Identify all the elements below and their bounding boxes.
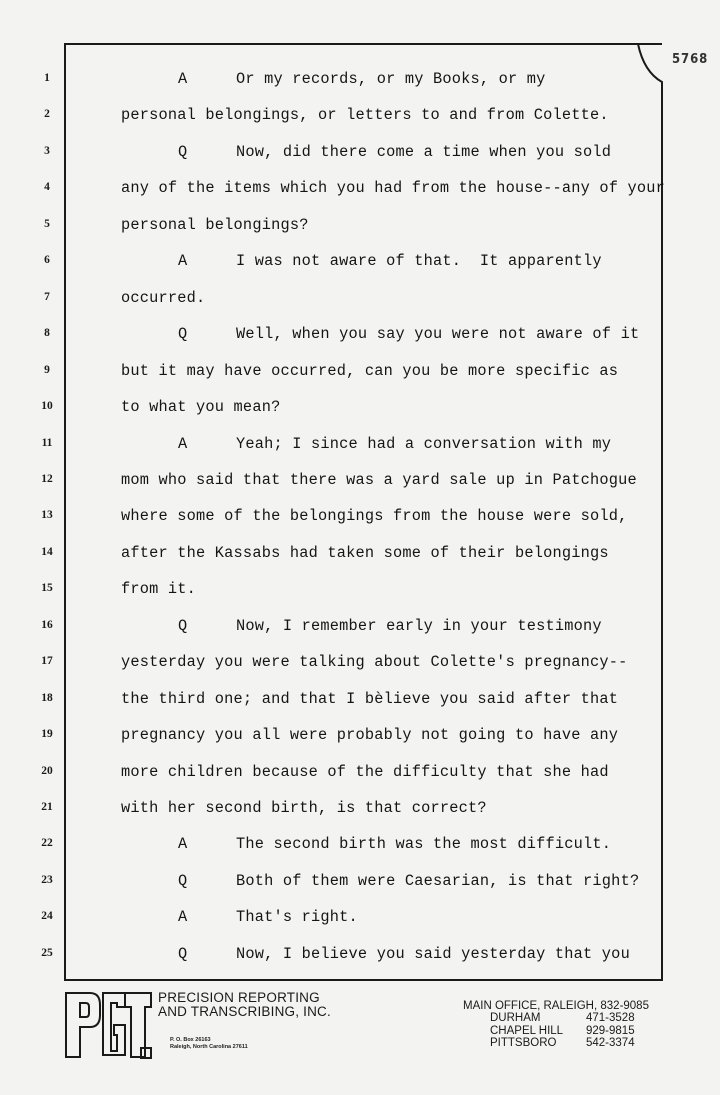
transcript-line-text: Well, when you say you were not aware of it — [236, 325, 640, 344]
office-city: DURHAM — [490, 1012, 541, 1025]
transcript-line-text: personal belongings, or letters to and from Colette. — [121, 106, 609, 125]
line-number: 11 — [41, 436, 53, 449]
line-number: 7 — [44, 290, 50, 303]
line-number: 24 — [41, 910, 53, 923]
line-number: 4 — [44, 181, 50, 194]
office-city: PITTSBORO — [490, 1037, 557, 1050]
speaker-label: Q — [178, 944, 188, 963]
page-number: 5768 — [672, 52, 709, 67]
transcript-line-text: yesterday you were talking about Colette's pregnancy-- — [121, 653, 628, 672]
line-number: 18 — [41, 691, 53, 704]
speaker-label: A — [178, 434, 188, 453]
line-number: 6 — [44, 254, 50, 267]
transcript-line-text: more children because of the difficulty that she had — [121, 762, 609, 781]
line-number: 19 — [41, 728, 53, 741]
transcript-line-text: the third one; and that I bèlieve you said after that — [121, 689, 619, 708]
transcript-line-text: Now, did there come a time when you sold — [236, 142, 612, 161]
address-line1: P. O. Box 26163 — [170, 1037, 211, 1043]
transcript-line-text: Now, I remember early in your testimony — [236, 616, 602, 635]
pt-logo — [63, 990, 155, 1062]
speaker-label: Q — [178, 325, 188, 344]
line-number: 21 — [41, 801, 53, 813]
speaker-label: A — [178, 835, 188, 854]
address-line2: Raleigh, North Carolina 27611 — [170, 1044, 248, 1050]
firm-name — [158, 991, 331, 1019]
line-number: 14 — [41, 545, 53, 558]
transcript-line-text: Now, I believe you said yesterday that you — [236, 944, 630, 963]
line-number: 16 — [41, 618, 53, 631]
transcript-line-text: personal belongings? — [121, 215, 309, 234]
line-number: 20 — [41, 764, 53, 777]
transcript-line-text: any of the items which you had from the house--any of your — [121, 179, 666, 198]
office-phone: 542-3374 — [586, 1037, 635, 1050]
line-number: 5 — [44, 217, 50, 230]
speaker-label: A — [178, 70, 188, 88]
transcript-line-text: That's right. — [236, 908, 358, 927]
transcript-line-text: to what you mean? — [121, 398, 281, 417]
transcript-line-text: Yeah; I since had a conversation with my — [236, 434, 612, 453]
line-number: 17 — [41, 655, 53, 668]
main-office: MAIN OFFICE, RALEIGH, 832-9085 — [463, 1000, 649, 1012]
line-number: 1 — [44, 72, 50, 84]
office-phone: 471-3528 — [586, 1012, 635, 1025]
transcript-line-text: I was not aware of that. It apparently — [236, 252, 602, 271]
transcript-line-text: The second birth was the most difficult. — [236, 835, 612, 854]
speaker-label: A — [178, 908, 188, 927]
line-number: 25 — [41, 946, 53, 959]
speaker-label: Q — [178, 871, 188, 890]
line-number: 2 — [44, 108, 50, 121]
office-phone: 929-9815 — [586, 1024, 635, 1037]
office-row — [463, 1012, 649, 1024]
transcript-line-text: with her second birth, is that correct? — [121, 799, 487, 817]
line-number: 15 — [41, 582, 53, 595]
firm-address — [170, 1037, 248, 1051]
transcript-frame-right-edge — [661, 100, 663, 981]
firm-name-line2: AND TRANSCRIBING, INC. — [158, 1004, 331, 1019]
firm-name-line1: PRECISION REPORTING — [158, 990, 320, 1005]
transcript-line-text: Both of them were Caesarian, is that right? — [236, 871, 640, 890]
office-row — [463, 1037, 649, 1049]
transcript-line-text: occurred. — [121, 288, 206, 307]
line-number: 12 — [41, 472, 53, 485]
transcript-line-text: where some of the belongings from the house were sold, — [121, 507, 628, 526]
transcript-line-text: but it may have occurred, can you be more specific as — [121, 361, 619, 380]
speaker-label: A — [178, 252, 188, 271]
line-number: 13 — [41, 509, 53, 522]
transcript-line-text: Or my records, or my Books, or my — [236, 70, 546, 88]
transcript-line-text: mom who said that there was a yard sale up in Patchogue — [121, 470, 637, 489]
speaker-label: Q — [178, 616, 188, 635]
line-number: 23 — [41, 873, 53, 886]
speaker-label: Q — [178, 142, 188, 161]
line-number: 10 — [41, 400, 53, 413]
transcript-line-text: from it. — [121, 580, 197, 599]
office-city: CHAPEL HILL — [490, 1024, 564, 1037]
office-list — [463, 1000, 649, 1050]
line-number: 9 — [44, 363, 50, 376]
line-number: 3 — [44, 144, 50, 157]
transcript-line-text: pregnancy you all were probably not going to have any — [121, 726, 619, 745]
line-number: 8 — [44, 327, 50, 340]
office-row — [463, 1025, 649, 1037]
line-number: 22 — [41, 837, 53, 850]
transcript-line-text: after the Kassabs had taken some of their belongings — [121, 543, 609, 562]
frame-curved-corner — [600, 42, 664, 104]
